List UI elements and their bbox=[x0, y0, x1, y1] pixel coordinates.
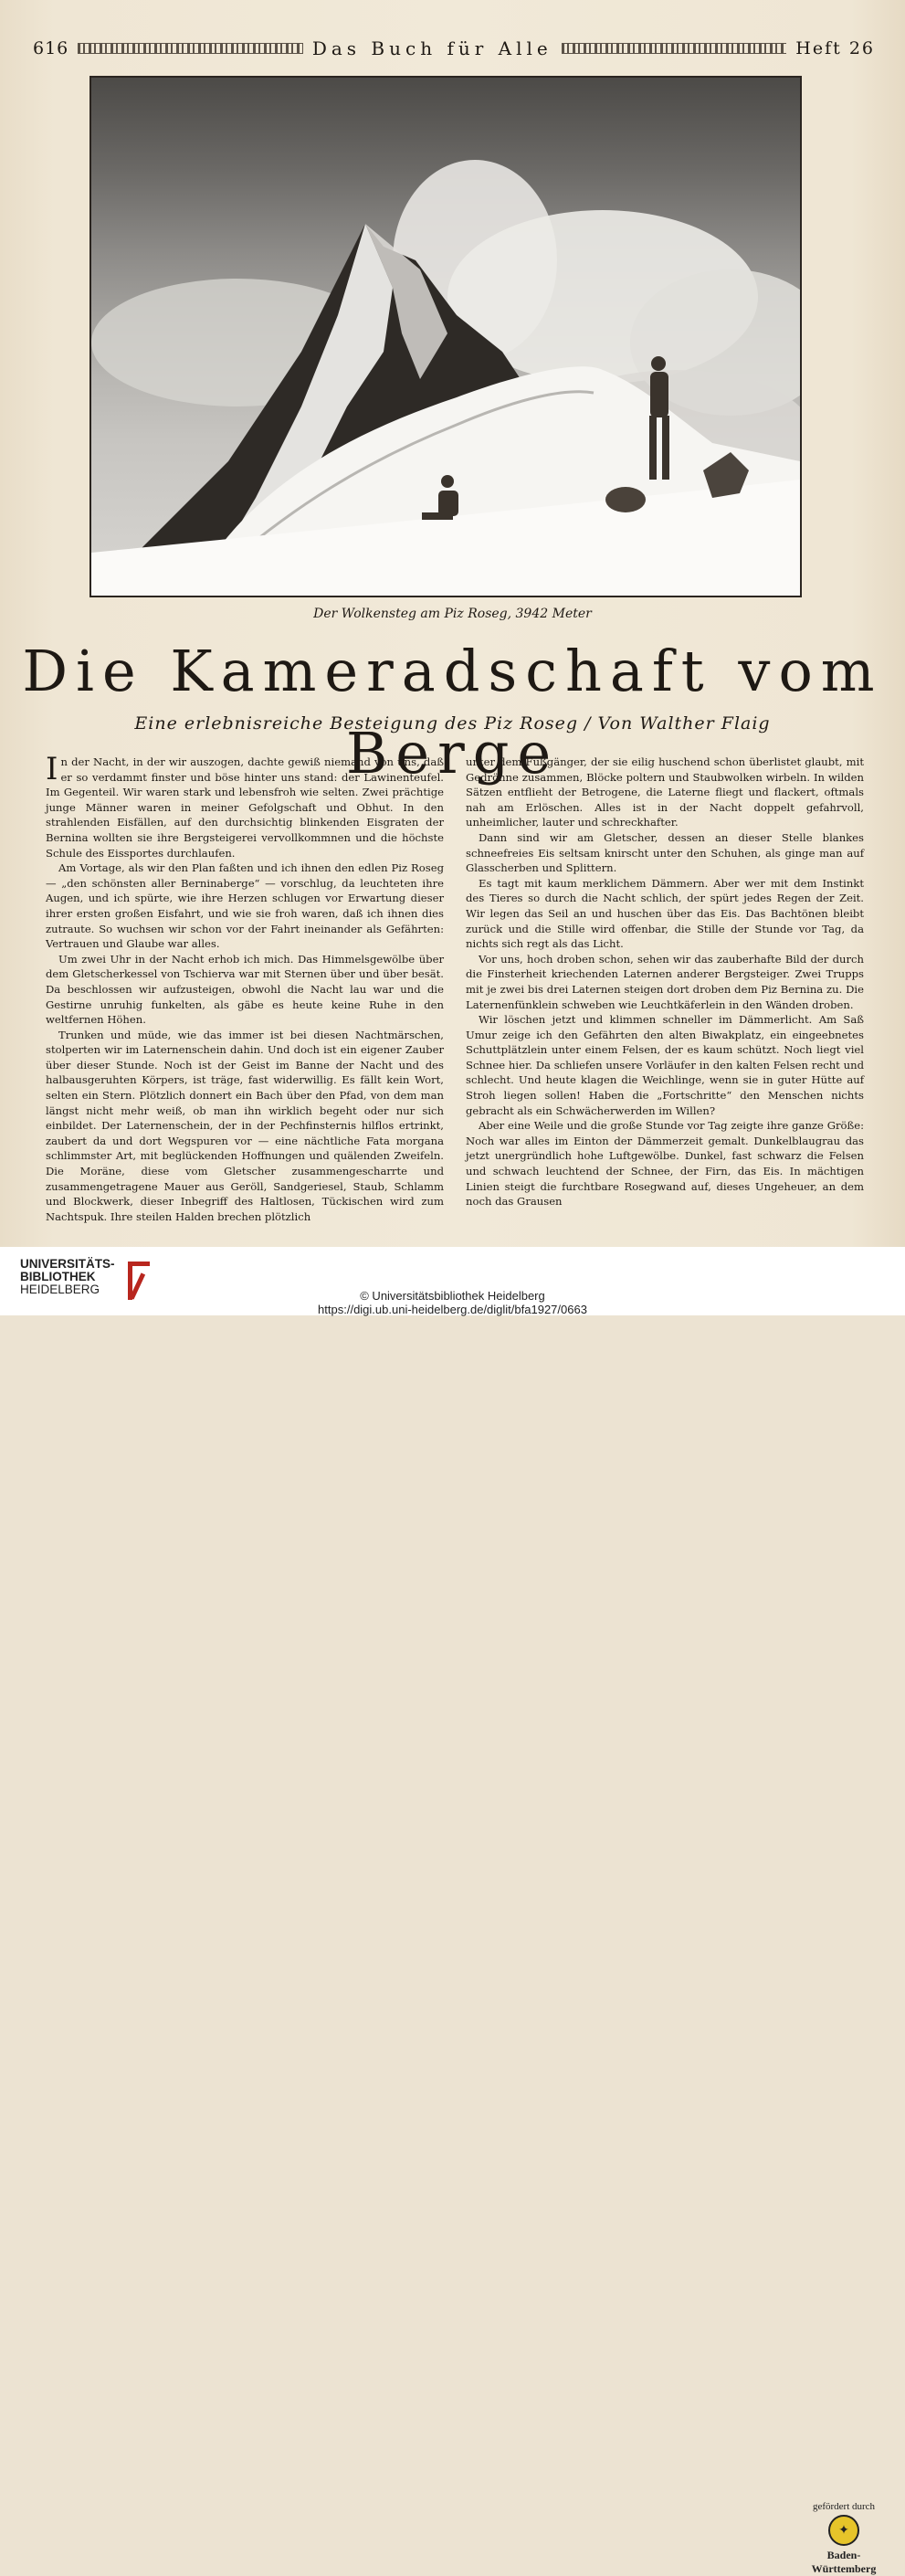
paragraph: Vor uns, hoch droben schon, sehen wir das zauberhafte Bild der durch die Finsterheit kriechenden Laternen anderer Bergsteiger. Zwei Trupps mit je zwei bis drei Laternen steigen dort droben dem Piz Bernina zu. Die Laternenfünklein schweben wie Leuchtkäferlein in den Wänden droben. bbox=[466, 952, 864, 1011]
text-column-right bbox=[466, 755, 864, 1209]
rucksack bbox=[605, 487, 646, 512]
paragraph: Aber eine Weile und die große Stunde vor Tag zeigte ihre ganze Größe: Noch war alles im Einton der Dämmerzeit gemalt. Dunkelblaugrau das jetzt unergründlich hohe Luftgewölbe. Dunkel, fast schwarz die Felsen und schwach leuchtend der Schnee, der Firn, das Eis. In mächtigen Linien steigt die furchtbare Rosegwand auf, dieses Ungeheuer, an dem noch das Grausen bbox=[466, 1119, 864, 1209]
paragraph: Dann sind wir am Gletscher, dessen an dieser Stelle blankes schneefreies Eis seltsam knirscht unter den Schuhen, als ginge man auf Glasscherben und Splittern. bbox=[466, 830, 864, 875]
paragraph: unter dem Fußgänger, der sie eilig huschend schon überlistet glaubt, mit Gedröhne zusammen, Blöcke poltern und Staubwolken wirbeln. In wilden Sätzen entflieht der Betrogene, die Laterne fliegt und flackert, oftmals nah am Erlöschen. Alles ist in der Nacht doppelt gefahrvoll, unheimlicher, lauter und schreckhafter. bbox=[466, 755, 864, 829]
article-title: Die Kameradschaft vom Berge bbox=[22, 638, 883, 787]
header-ornament bbox=[562, 43, 787, 54]
funder-logo[interactable] bbox=[798, 2501, 889, 2576]
mountain-photograph bbox=[89, 76, 802, 597]
copyright-block bbox=[0, 1289, 905, 1316]
paragraph: Am Vortage, als wir den Plan faßten und ich ihnen den edlen Piz Roseg — „den schönsten aller Berninaberge“ — vorschlug, da leuchteten ihre Augen, und ich spürte, wie ihre Herzen schlugen vor Erwartung dieser ihrer ersten großen Eisfahrt, und wie sie froh waren, daß ich ihnen dies zutraute. So wuchsen wir schon vor der Fahrt ineinander als Gefährten: Vertrauen und Glaube war alles. bbox=[46, 861, 444, 951]
text-column-left bbox=[46, 751, 444, 1224]
paragraph: In der Nacht, in der wir auszogen, dachte gewiß niemand von uns, daß er so verdammt finster und böse hinter uns stand: der Lawinenteufel. Im Gegenteil. Wir waren stark und lebensfroh wie selten. Zwei prächtige junge Männer waren in meiner Gefolgschaft und Obhut. In den strahlenden Eisfällen, auf den durchsichtig blinkenden Eisgraten der Bernina wollten sie ihre Bergsteigerei vervollkommnen und die höchste Schule des Eissportes durchlaufen. bbox=[46, 751, 444, 860]
permalink[interactable]: https://digi.ub.uni-heidelberg.de/diglit/bfa1927/0663 bbox=[318, 1303, 587, 1316]
library-name-line: UNIVERSITÄTS- bbox=[20, 1257, 115, 1271]
photo-caption: Der Wolkensteg am Piz Roseg, 3942 Meter bbox=[313, 607, 592, 621]
paragraph: Wir löschen jetzt und klimmen schneller im Dämmerlicht. Am Saß Umur zeige ich den Gefährten den alten Biwakplatz, ein eingeebnetes Schuttplätzlein unter einem Felsen, der es kaum schützt. Noch liegt viel Schnee hier. Da schliefen unsere Vorläufer in den kalten Felsen recht und schlecht. Und heute klagen die Weichlinge, wenn sie in guter Hütte auf Stroh liegen sollen! Haben die „Fortschritte“ den Menschen nichts gebracht als ein Schwächerwerden im Willen? bbox=[466, 1013, 864, 1117]
paragraph: Trunken und müde, wie das immer ist bei diesen Nachtmärschen, stolperten wir im Laternenschein dahin. Und doch ist ein eigener Zauber über dieser Stunde. Noch ist der Geist im Banne der Nacht und des halbausgeruhten Körpers, ist träge, fast widerwillig. Es fällt kein Wort, selten ein Stern. Plötzlich donnert ein Bach über den Pfad, von dem man längst nicht mehr weiß, ob man ihn wirklich begeht oder nur sich einbildet. Der Laternenschein, der in der Pechfinsternis hilflos ertrinkt, zaubert da und dort Wegspuren vor — eine nächtliche Fata morgana schlimmster Art, mit beglückenden Hoffnungen und quälenden Zweifeln. Die Moräne, diese vom Gletscher zusammengescharrte und zusammengetragene Mauer aus Geröll, Sandgeriesel, Staub, Schlamm und Blockwerk, dieser Inbegriff des Haltlosen, Tückischen wird zum Nachtspuk. Ihre steilen Halden brechen plötzlich bbox=[46, 1028, 444, 1223]
scanned-page bbox=[0, 0, 905, 1247]
header-ornament bbox=[78, 43, 303, 54]
photo-drawing bbox=[91, 78, 800, 596]
issue-number: Heft 26 bbox=[795, 38, 875, 58]
state-crest-icon: ✦ bbox=[828, 2515, 859, 2546]
copyright-text: © Universitätsbibliothek Heidelberg bbox=[360, 1289, 545, 1303]
funded-by-label: gefördert durch bbox=[812, 2501, 876, 2512]
paragraph: Um zwei Uhr in der Nacht erhob ich mich. Das Himmelsgewölbe über dem Gletscherkessel von Tschierva war mit Sternen über und über besät. Da beschlossen wir aufzusteigen, obwohl die Nacht lau war und die Gestirne unruhig funkelten, als gäbe es heute keine Ruhe in den weltfernen Höhen. bbox=[46, 952, 444, 1027]
running-header bbox=[33, 35, 875, 62]
paragraph: Es tagt mit kaum merklichem Dämmern. Aber wer mit dem Instinkt des Tieres so durch die Nacht schlich, der spürt jedes Regen der Zeit. Wir legen das Seil an und huschen über das Eis. Das Bachtönen bleibt zurück und die Stille wird offenbar, die Stille der Stunde vor Tag, da nichts sich regt als das Licht. bbox=[466, 876, 864, 951]
funder-name: Baden-Württemberg bbox=[811, 2549, 877, 2575]
page-number: 616 bbox=[33, 38, 69, 58]
library-name-line: BIBLIOTHEK bbox=[20, 1270, 96, 1283]
article-subtitle: Eine erlebnisreiche Besteigung des Piz Roseg / Von Walther Flaig bbox=[134, 713, 771, 734]
library-name-line: HEIDELBERG bbox=[20, 1283, 100, 1296]
journal-title: Das Buch für Alle bbox=[311, 37, 552, 59]
